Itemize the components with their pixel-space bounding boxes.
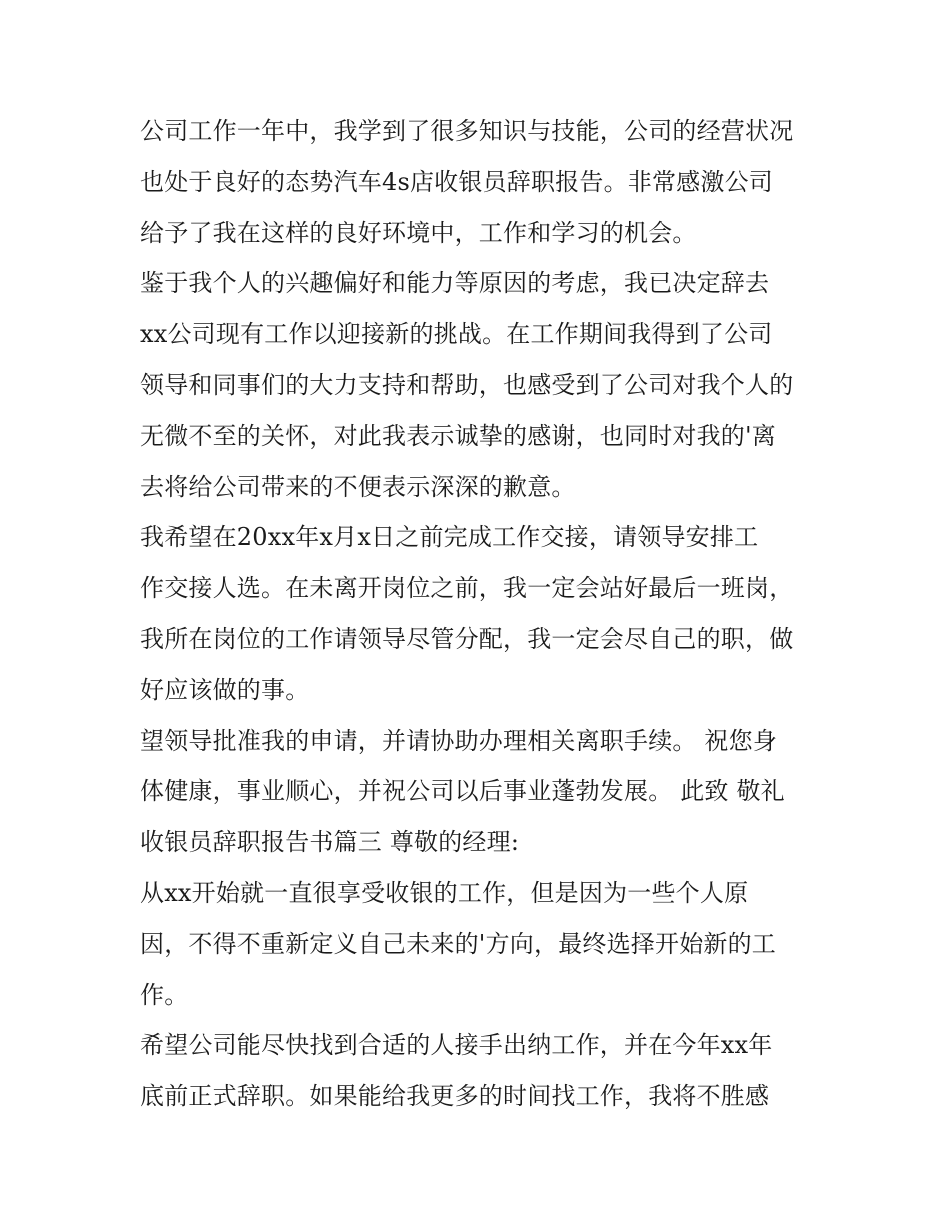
text-line: 好应该做的事。 — [140, 675, 310, 704]
text-line: 底前正式辞职。如果能给我更多的时间找工作，我将不胜感 — [140, 1082, 770, 1111]
text-line: 我所在岗位的工作请领导尽管分配，我一定会尽自己的职，做 — [140, 624, 794, 653]
text-line: 望领导批准我的申请，并请协助办理相关离职手续。 祝您身 — [140, 726, 778, 755]
text-line: 我希望在20xx年x月x日之前完成工作交接，请领导安排工 — [140, 523, 759, 552]
text-line: 公司工作一年中，我学到了很多知识与技能，公司的经营状况 — [140, 117, 794, 145]
text-line: 给予了我在这样的良好环境中，工作和学习的机会。 — [140, 218, 697, 247]
text-line: 无微不至的关怀，对此我表示诚挚的感谢，也同时对我的'离 — [140, 421, 776, 450]
text-line: 鉴于我个人的兴趣偏好和能力等原因的考虑，我已决定辞去 — [140, 269, 770, 298]
text-line: 领导和同事们的大力支持和帮助，也感受到了公司对我个人的 — [140, 370, 794, 399]
text-line: 收银员辞职报告书篇三 尊敬的经理: — [140, 828, 520, 857]
text-line: 体健康，事业顺心，并祝公司以后事业蓬勃发展。 此致 敬礼 — [140, 777, 785, 806]
document-body — [140, 106, 830, 1122]
text-line: 因，不得不重新定义自己未来的'方向，最终选择开始新的工 — [140, 929, 776, 958]
text-line: 作交接人选。在未离开岗位之前，我一定会站好最后一班岗， — [140, 574, 794, 603]
text-line: 希望公司能尽快找到合适的人接手出纳工作，并在今年xx年 — [140, 1031, 773, 1060]
text-line: 作。 — [140, 980, 189, 1009]
text-line: 从xx开始就一直很享受收银的工作，但是因为一些个人原 — [140, 878, 749, 907]
text-line: 也处于良好的态势汽车4s店收银员辞职报告。非常感激公司 — [140, 167, 773, 196]
text-line: 去将给公司带来的不便表示深深的歉意。 — [140, 472, 576, 501]
text-line: xx公司现有工作以迎接新的挑战。在工作期间我得到了公司 — [140, 320, 773, 349]
